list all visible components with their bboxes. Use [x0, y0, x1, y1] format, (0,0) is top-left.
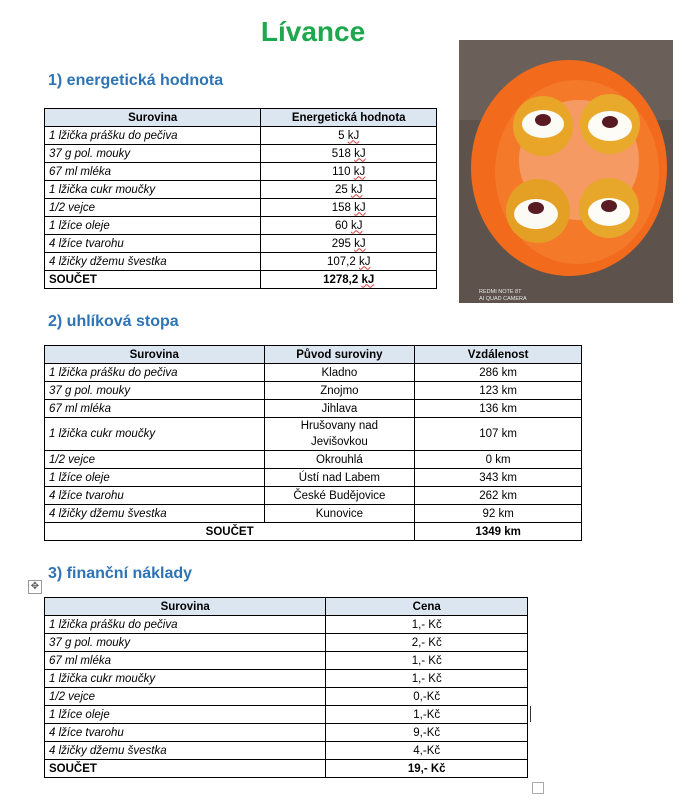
total-label: SOUČET	[45, 523, 415, 541]
distance-cell: 92 km	[415, 505, 582, 523]
total-value: 1278,2 kJ	[261, 271, 437, 289]
distance-cell: 107 km	[415, 418, 582, 451]
table-resize-handle[interactable]	[532, 782, 544, 794]
section-heading-cost: 3) finanční náklady	[48, 565, 193, 582]
ingredient-cell: 4 lžičky džemu švestka	[45, 742, 326, 760]
ingredient-cell: 67 ml mléka	[45, 652, 326, 670]
origin-cell: Hrušovany nad Jevišovkou	[264, 418, 415, 451]
table-row	[45, 469, 582, 487]
energy-cell: 107,2 kJ	[261, 253, 437, 271]
ingredient-cell: 1 lžíce oleje	[45, 706, 326, 724]
price-cell: 1,- Kč	[326, 652, 528, 670]
pancake	[579, 178, 639, 238]
table-row	[45, 451, 582, 469]
price-cell: 4,-Kč	[326, 742, 528, 760]
pancake	[506, 179, 570, 243]
ingredient-cell: 67 ml mléka	[45, 400, 265, 418]
table-row	[45, 145, 437, 163]
table-row	[45, 382, 582, 400]
table-row	[45, 163, 437, 181]
origin-cell: Jihlava	[264, 400, 415, 418]
table-row	[45, 418, 582, 451]
price-cell: 9,-Kč	[326, 724, 528, 742]
total-label: SOUČET	[45, 271, 261, 289]
table-row	[45, 742, 528, 760]
ingredient-cell: 4 lžičky džemu švestka	[45, 505, 265, 523]
ingredient-cell: 4 lžíce tvarohu	[45, 724, 326, 742]
table-row	[45, 706, 528, 724]
page-title: Lívance	[260, 16, 366, 47]
table-row	[45, 400, 582, 418]
ingredient-cell: 37 g pol. mouky	[45, 382, 265, 400]
table-row	[45, 181, 437, 199]
ingredient-cell: 1 lžička cukr moučky	[45, 181, 261, 199]
energy-cell: 295 kJ	[261, 235, 437, 253]
table-row	[45, 724, 528, 742]
energy-cell: 25 kJ	[261, 181, 437, 199]
photo-watermark: REDMI NOTE 8T	[479, 289, 522, 295]
table-header-row	[45, 109, 437, 127]
pancake	[580, 94, 640, 154]
distance-cell: 0 km	[415, 451, 582, 469]
origin-cell: Kladno	[264, 364, 415, 382]
price-cell: 1,- Kč	[326, 670, 528, 688]
ingredient-cell: 1/2 vejce	[45, 451, 265, 469]
column-header: Cena	[326, 598, 528, 616]
distance-cell: 343 km	[415, 469, 582, 487]
ingredient-cell: 1 lžíce oleje	[45, 469, 265, 487]
origin-cell: České Budějovice	[264, 487, 415, 505]
ingredient-cell: 1 lžíce oleje	[45, 217, 261, 235]
distance-cell: 136 km	[415, 400, 582, 418]
table-row	[45, 634, 528, 652]
table-row	[45, 235, 437, 253]
ingredient-cell: 4 lžíce tvarohu	[45, 235, 261, 253]
ingredient-cell: 1 lžička cukr moučky	[45, 670, 326, 688]
ingredient-cell: 1/2 vejce	[45, 688, 326, 706]
table-row	[45, 364, 582, 382]
energy-cell: 518 kJ	[261, 145, 437, 163]
column-header: Vzdálenost	[415, 346, 582, 364]
section-heading-energy: 1) energetická hodnota	[48, 72, 224, 89]
ingredient-cell: 1 lžička prášku do pečiva	[45, 616, 326, 634]
energy-table	[44, 108, 437, 289]
origin-cell: Ústí nad Labem	[264, 469, 415, 487]
table-row	[45, 127, 437, 145]
ingredient-cell: 4 lžičky džemu švestka	[45, 253, 261, 271]
cost-table	[44, 597, 528, 778]
ingredient-cell: 4 lžíce tvarohu	[45, 487, 265, 505]
column-header: Energetická hodnota	[261, 109, 437, 127]
section-heading-carbon: 2) uhlíková stopa	[48, 313, 179, 330]
origin-cell: Kunovice	[264, 505, 415, 523]
distance-cell: 262 km	[415, 487, 582, 505]
column-header: Surovina	[45, 598, 326, 616]
table-row	[45, 616, 528, 634]
total-row	[45, 523, 582, 541]
ingredient-cell: 1/2 vejce	[45, 199, 261, 217]
column-header: Surovina	[45, 109, 261, 127]
total-value: 19,- Kč	[326, 760, 528, 778]
table-header-row	[45, 598, 528, 616]
ingredient-cell: 37 g pol. mouky	[45, 145, 261, 163]
table-row	[45, 688, 528, 706]
table-row	[45, 670, 528, 688]
table-row	[45, 199, 437, 217]
table-header-row	[45, 346, 582, 364]
table-row	[45, 487, 582, 505]
column-header: Původ suroviny	[264, 346, 415, 364]
text-cursor	[530, 706, 531, 722]
carbon-table	[44, 345, 582, 541]
total-row	[45, 760, 528, 778]
table-move-handle-icon[interactable]: ✥	[28, 580, 42, 594]
photo-watermark: AI QUAD CAMERA	[479, 296, 527, 302]
total-label: SOUČET	[45, 760, 326, 778]
price-cell: 0,-Kč	[326, 688, 528, 706]
origin-cell: Znojmo	[264, 382, 415, 400]
pancakes-image	[459, 40, 673, 303]
energy-cell: 60 kJ	[261, 217, 437, 235]
table-row	[45, 253, 437, 271]
origin-cell: Okrouhlá	[264, 451, 415, 469]
energy-cell: 5 kJ	[261, 127, 437, 145]
ingredient-cell: 1 lžička prášku do pečiva	[45, 364, 265, 382]
price-cell: 1,-Kč	[326, 706, 528, 724]
table-row	[45, 652, 528, 670]
energy-cell: 110 kJ	[261, 163, 437, 181]
table-row	[45, 217, 437, 235]
distance-cell: 123 km	[415, 382, 582, 400]
distance-cell: 286 km	[415, 364, 582, 382]
food-photo	[459, 40, 673, 303]
column-header: Surovina	[45, 346, 265, 364]
total-value: 1349 km	[415, 523, 582, 541]
energy-cell: 158 kJ	[261, 199, 437, 217]
ingredient-cell: 67 ml mléka	[45, 163, 261, 181]
ingredient-cell: 37 g pol. mouky	[45, 634, 326, 652]
total-row	[45, 271, 437, 289]
price-cell: 1,- Kč	[326, 616, 528, 634]
table-row	[45, 505, 582, 523]
pancake	[513, 96, 573, 156]
ingredient-cell: 1 lžička prášku do pečiva	[45, 127, 261, 145]
price-cell: 2,- Kč	[326, 634, 528, 652]
ingredient-cell: 1 lžička cukr moučky	[45, 418, 265, 451]
